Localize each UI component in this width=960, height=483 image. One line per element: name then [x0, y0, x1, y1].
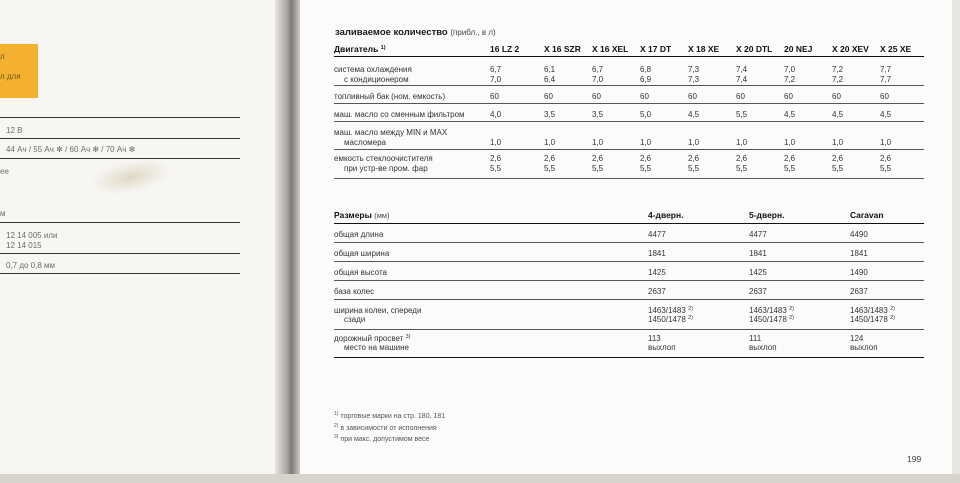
dimensions-header-row	[334, 207, 924, 224]
table-cell: 60	[544, 86, 592, 104]
engine-col-header: 16 LZ 2	[490, 41, 544, 57]
row-label: общая длина	[334, 224, 648, 243]
table-cell: 3,5	[544, 104, 592, 122]
table-cell: 2,6 5,5	[544, 150, 592, 179]
part-number-2: 12 14 015	[6, 241, 42, 250]
table-cell: 7,2 7,2	[832, 57, 880, 86]
table-cell: 5,5	[736, 104, 784, 122]
table-cell: 4,5	[880, 104, 924, 122]
table-cell: 2,6 5,5	[832, 150, 880, 179]
paper-stain	[90, 154, 173, 200]
engine-col-header: X 20 XEV	[832, 41, 880, 57]
engine-col-header: X 20 DTL	[736, 41, 784, 57]
table-cell: 1,0	[592, 122, 640, 150]
table-cell: 60	[784, 86, 832, 104]
table-row	[334, 150, 924, 179]
table-cell: 1425	[648, 262, 749, 281]
table-cell: 60	[688, 86, 736, 104]
cut-word: м	[0, 209, 6, 218]
table-cell: 7,0 7,2	[784, 57, 832, 86]
table-row	[334, 224, 924, 243]
row-label: общая высота	[334, 262, 648, 281]
table-cell: 2,6 5,5	[688, 150, 736, 179]
table-cell: 2637	[648, 281, 749, 300]
table-cell: 60	[490, 86, 544, 104]
table-row	[334, 262, 924, 281]
table-cell: 2,6 5,5	[784, 150, 832, 179]
footnote: $^{2)}$ в зависимости от исполнения	[334, 422, 437, 432]
table-cell: 1,0	[688, 122, 736, 150]
table-cell: 7,3 7,3	[688, 57, 736, 86]
table-cell: 3,5	[592, 104, 640, 122]
table-cell: 4,5	[784, 104, 832, 122]
capacities-title	[335, 27, 496, 38]
row-label: система охлаждения с кондиционером	[334, 57, 490, 86]
table-cell: 2,6 5,5	[736, 150, 784, 179]
capacities-title-unit: (прибл., в л)	[450, 28, 496, 37]
table-row	[334, 122, 924, 150]
table-cell: 60	[736, 86, 784, 104]
row-label: ширина колеи, спереди сзади	[334, 300, 648, 330]
table-cell: 1490	[850, 262, 924, 281]
row-label: емкость стеклоочистителя при устр-ве пром. фар	[334, 150, 490, 179]
table-cell: 124 выхлоп	[850, 330, 924, 358]
table-cell: 60	[640, 86, 688, 104]
table-cell: 60	[592, 86, 640, 104]
table-row	[334, 243, 924, 262]
dimensions-table	[334, 207, 924, 358]
table-cell: 1,0	[784, 122, 832, 150]
table-row	[334, 300, 924, 330]
table-cell: 1,0	[880, 122, 924, 150]
table-cell: 111 выхлоп	[749, 330, 850, 358]
dimensions-col-header: Caravan	[850, 207, 924, 224]
yellow-box-line-2: л для	[0, 72, 21, 81]
engine-col-header: X 16 SZR	[544, 41, 592, 57]
table-cell: 1463/1483 $^{2)}$ 1450/1478 $^{2)}$	[749, 300, 850, 330]
table-cell: 4477	[749, 224, 850, 243]
left-rule	[0, 117, 240, 118]
row-label: база колес	[334, 281, 648, 300]
capacities-title-text: заливаемое количество	[335, 27, 448, 38]
page-number: 199	[907, 454, 922, 464]
engine-col-header: X 17 DT	[640, 41, 688, 57]
table-cell: 1,0	[490, 122, 544, 150]
engine-col-header: X 18 XE	[688, 41, 736, 57]
table-row	[334, 104, 924, 122]
table-cell: 6,1 6,4	[544, 57, 592, 86]
row-label: топливный бак (ном. емкость)	[334, 86, 490, 104]
table-cell: 2637	[850, 281, 924, 300]
table-cell: 2,6 5,5	[490, 150, 544, 179]
table-row	[334, 281, 924, 300]
engine-col-header: X 25 XE	[880, 41, 924, 57]
table-cell: 1,0	[832, 122, 880, 150]
yellow-box-line-1: л	[0, 52, 5, 61]
footnote: $^{1)}$ торговые марки на стр. 180, 181	[334, 411, 446, 420]
table-cell: 4,0	[490, 104, 544, 122]
battery-voltage: 12 В	[6, 126, 23, 135]
part-number-1: 12 14 005 или	[6, 231, 58, 240]
battery-options: 44 Ач / 55 Ач ✻ / 60 Ач ✻ / 70 Ач ✻	[6, 145, 136, 154]
table-cell: 1463/1483 $^{2)}$ 1450/1478 $^{2)}$	[850, 300, 924, 330]
left-page	[0, 0, 283, 475]
table-cell: 6,8 6,9	[640, 57, 688, 86]
dimensions-title: Размеры (мм)	[334, 207, 648, 224]
row-label: маш. масло со сменным фильтром	[334, 104, 490, 122]
footnote: $^{3)}$ при макс. допустимом весе	[334, 434, 430, 443]
capacities-table	[334, 41, 924, 179]
row-label: общая ширина	[334, 243, 648, 262]
table-cell: 1425	[749, 262, 850, 281]
yellow-marker-box	[0, 44, 38, 98]
row-label: маш. масло между MIN и MAX масломера	[334, 122, 490, 150]
table-row	[334, 330, 924, 358]
table-cell: 7,7 7,7	[880, 57, 924, 86]
left-rule	[0, 138, 240, 139]
table-cell: 6,7 7,0	[490, 57, 544, 86]
table-cell: 1841	[648, 243, 749, 262]
table-cell: 4490	[850, 224, 924, 243]
table-cell: 1,0	[544, 122, 592, 150]
table-cell: 5,0	[640, 104, 688, 122]
engine-header: Двигатель $^{1)}$	[334, 41, 490, 57]
engine-col-header: 20 NEJ	[784, 41, 832, 57]
capacities-header-row	[334, 41, 924, 57]
table-cell: 60	[880, 86, 924, 104]
footnotes	[334, 410, 445, 445]
gap-value: 0,7 до 0,8 мм	[6, 261, 56, 270]
table-row	[334, 57, 924, 86]
table-cell: 4477	[648, 224, 749, 243]
left-rule	[0, 273, 240, 274]
table-row	[334, 86, 924, 104]
row-label: дорожный просвет $^{3)}$ место на машине	[334, 330, 648, 358]
table-cell: 113 выхлоп	[648, 330, 749, 358]
dimensions-col-header: 5-дверн.	[749, 207, 850, 224]
table-cell: 2,6 5,5	[880, 150, 924, 179]
table-cell: 2,6 5,5	[640, 150, 688, 179]
table-cell: 1841	[850, 243, 924, 262]
table-cell: 1463/1483 $^{2)}$ 1450/1478 $^{2)}$	[648, 300, 749, 330]
table-cell: 7,4 7,4	[736, 57, 784, 86]
table-cell: 1,0	[736, 122, 784, 150]
table-cell: 1841	[749, 243, 850, 262]
page-bottom-edge	[0, 474, 960, 483]
table-cell: 4,5	[832, 104, 880, 122]
table-cell: 4,5	[688, 104, 736, 122]
table-cell: 60	[832, 86, 880, 104]
left-rule	[0, 158, 240, 159]
left-rule	[0, 253, 240, 254]
dimensions-col-header: 4-дверн.	[648, 207, 749, 224]
table-cell: 1,0	[640, 122, 688, 150]
cut-word: ее	[0, 167, 9, 176]
table-cell: 2,6 5,5	[592, 150, 640, 179]
engine-col-header: X 16 XEL	[592, 41, 640, 57]
table-cell: 6,7 7,0	[592, 57, 640, 86]
table-cell: 2637	[749, 281, 850, 300]
left-rule	[0, 222, 240, 223]
